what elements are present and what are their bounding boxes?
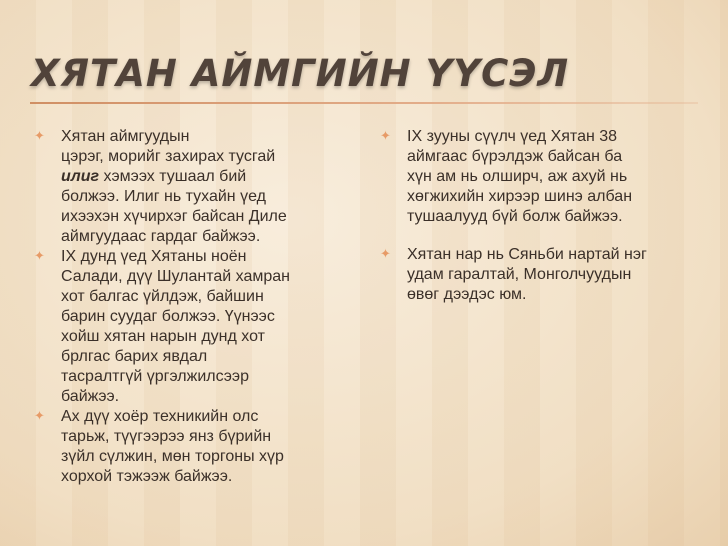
bullet-item — [380, 127, 700, 227]
bullet-item — [380, 245, 700, 305]
bullet-item — [34, 127, 354, 247]
bullet-text — [61, 127, 354, 247]
bullet-item — [34, 407, 354, 487]
bullet-text-part: Хятан аймгуудын цэрэг, морийг захирах тусгай — [61, 128, 276, 165]
star-bullet-icon: ✦ — [34, 408, 45, 423]
term-ilig: илиг — [61, 168, 100, 185]
star-bullet-icon: ✦ — [34, 248, 45, 263]
bullet-item — [34, 247, 354, 407]
bullet-text: Хятан нар нь Сяньби нартай нэг удам гаралтай, Монголчуудын өвөг дээдэс юм. — [407, 246, 647, 303]
star-bullet-icon: ✦ — [34, 128, 45, 143]
slide-title: ХЯТАН АЙМГИЙН ҮҮСЭЛ — [31, 52, 570, 95]
right-column — [380, 127, 700, 305]
star-bullet-icon: ✦ — [380, 128, 391, 143]
bullet-text: IX дунд үед Хятаны ноён Салади, дүү Шулантай хамран хот балгас үйлдэж, байшин барин суудаг болжээ. Үүнээс хойш хятан нарын дунд хот брлгас барих явдал тасралтгүй үргэлжилсээр байжээ. — [61, 248, 290, 405]
bullet-text-part: хэмээх тушаал бий болжээ. Илиг нь тухайн үед ихээхэн хүчирхэг байсан Диле аймгуудаас гардаг байжээ. — [61, 168, 287, 245]
title-divider — [30, 102, 698, 104]
bullet-text: IX зууны сүүлч үед Хятан 38 аймгаас бүрэлдэж байсан ба хүн ам нь олширч, аж ахуй нь хөгжихийн хирээр шинэ албан тушаалууд бүй болж байжээ. — [407, 128, 633, 225]
star-bullet-icon: ✦ — [380, 246, 391, 261]
left-column — [34, 127, 354, 487]
bullet-text: Ах дүү хоёр техникийн олс тарьж, түүгээрээ янз бүрийн зүйл сүлжин, мөн торгоны хүр хорхой тэжээж байжээ. — [61, 408, 284, 485]
